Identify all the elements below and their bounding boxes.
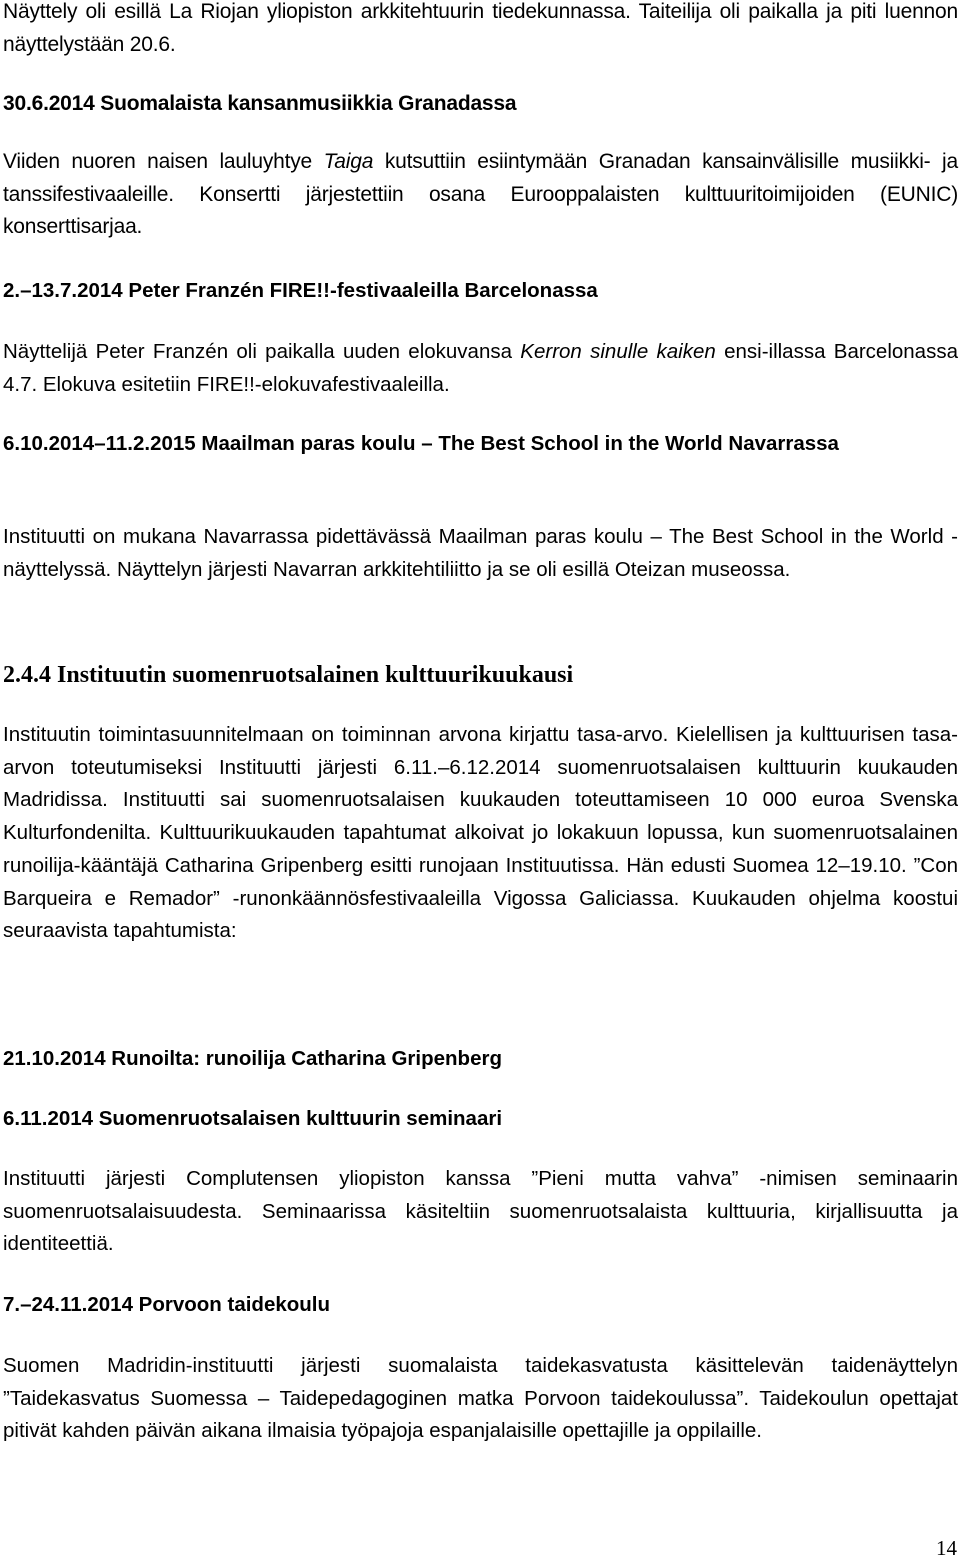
- heading-best-school: 6.10.2014–11.2.2015 Maailman paras koulu – The Best School in the World Navarrassa: [3, 432, 839, 455]
- heading-seminaari: 6.11.2014 Suomenruotsalaisen kulttuurin seminaari: [3, 1107, 503, 1130]
- paragraph-franzen: [3, 336, 958, 401]
- paragraph-granada-text-b: kutsuttiin esiintymään Granadan kansainvälisille musiikki- ja tanssifestivaaleille. Konsertti järjestettiin osana Eurooppalaisten kulttuuritoimijoiden (EUNIC) konserttisarjaa.: [3, 150, 958, 239]
- paragraph-culture-month: Instituutin toimintasuunnitelmaan on toiminnan arvona kirjattu tasa-arvo. Kielellisen ja kulttuurisen tasa-arvon toteutumiseksi Instituutti järjesti 6.11.–6.12.2014 suomenruotsalaisen kulttuurin kuukauden Madridissa. Instituutti sai suomenruotsalaisen kuukauden toteuttamiseen 10 000 euroa Svenska Kulturfondenilta. Kulttuurikuukauden tapahtumat alkoivat jo lokakuun lopussa, kun suomenruotsalainen runoilija-kääntäjä Catharina Gripenberg esitti runojaan Instituutissa. Hän edusti Suomea 12–19.10. ”Con Barqueira e Remador” -runonkäännösfestivaaleilla Vigossa Galiciassa. Kuukauden ohjelma koostui seuraavista tapahtumista:: [3, 723, 958, 943]
- paragraph-franzen-text-a: Näyttelijä Peter Franzén oli paikalla uuden elokuvansa: [3, 340, 521, 363]
- paragraph-seminaari: Instituutti järjesti Complutensen yliopiston kanssa ”Pieni mutta vahva” -nimisen seminaarin suomenruotsalaisuudesta. Seminaarissa käsiteltiin suomenruotsalaista kulttuuria, kirjallisuutta ja identiteettiä.: [3, 1167, 958, 1256]
- paragraph-best-school: Instituutti on mukana Navarrassa pidettävässä Maailman paras koulu – The Best School in the World -näyttelyssä. Näyttelyn järjesti Navarran arkkitehtiliitto ja se oli esillä Oteizan museossa.: [3, 525, 958, 581]
- page-number: 14: [936, 1536, 957, 1560]
- paragraph-granada-italic: Taiga: [323, 150, 374, 173]
- heading-granada: 30.6.2014 Suomalaista kansanmusiikkia Granadassa: [3, 92, 517, 115]
- heading-runoilta: 21.10.2014 Runoilta: runoilija Catharina Gripenberg: [3, 1047, 502, 1070]
- heading-franzen: 2.–13.7.2014 Peter Franzén FIRE!!-festivaaleilla Barcelonassa: [3, 279, 598, 302]
- paragraph-granada: [3, 146, 958, 244]
- section-heading: 2.4.4 Instituutin suomenruotsalainen kulttuurikuukausi: [3, 662, 574, 688]
- paragraph-exhibition: [3, 0, 958, 61]
- paragraph-porvoo: Suomen Madridin-instituutti järjesti suomalaista taidekasvatusta käsittelevän taidenäyttelyn ”Taidekasvatus Suomessa – Taidepedagoginen matka Porvoon taidekoulussa”. Taidekoulun opettajat pitivät kahden päivän aikana ilmaisia työpajoja espanjalaisille opettajille ja oppilaille.: [3, 1354, 958, 1443]
- paragraph-exhibition-text: Näyttely oli esillä La Riojan yliopiston arkkitehtuurin tiedekunnassa. Taiteilija oli paikalla ja piti luennon näyttelystään 20.6.: [3, 0, 958, 56]
- paragraph-franzen-text-b: ensi-illassa Barcelonassa 4.7. Elokuva esitetiin FIRE!!-elokuvafestivaaleilla.: [3, 340, 958, 396]
- heading-porvoo: 7.–24.11.2014 Porvoon taidekoulu: [3, 1293, 331, 1316]
- paragraph-franzen-italic: Kerron sinulle kaiken: [520, 340, 716, 363]
- paragraph-granada-text-a: Viiden nuoren naisen lauluyhtye: [3, 150, 324, 173]
